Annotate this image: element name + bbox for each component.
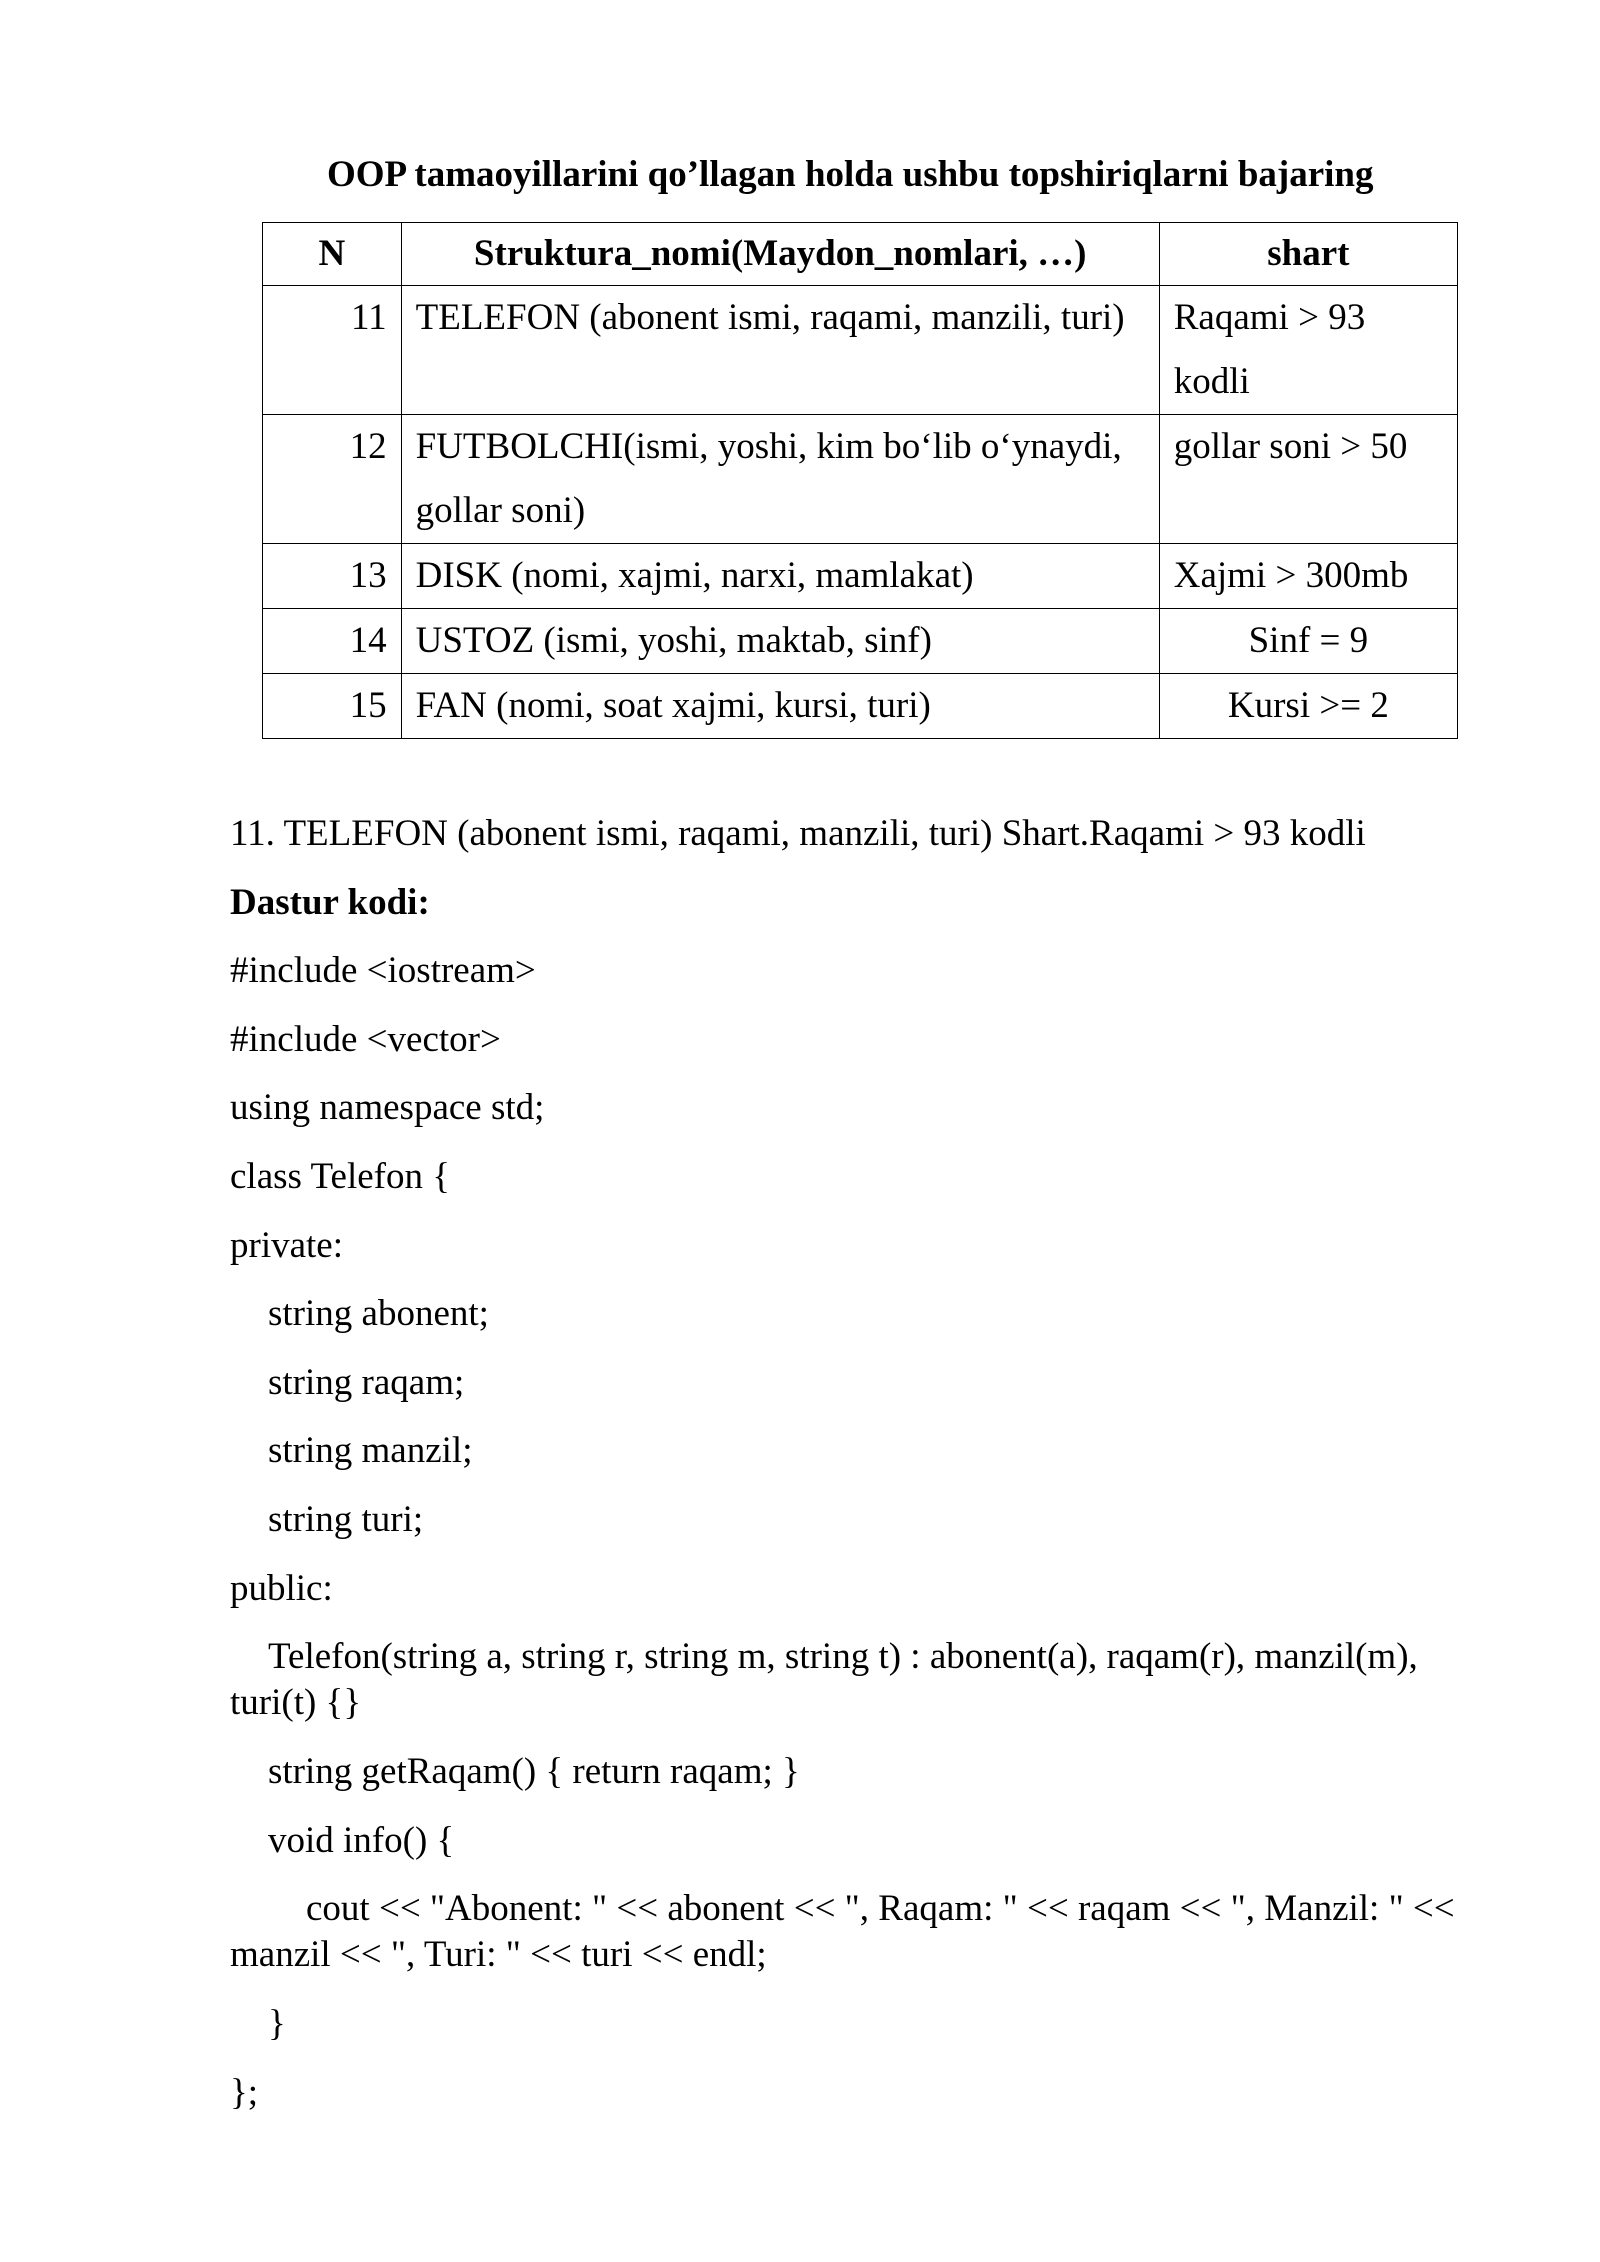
condition: Xajmi > 300mb (1159, 544, 1457, 609)
code-line: void info() { (268, 1819, 455, 1861)
table-row (263, 415, 1458, 544)
column-header-n: N (263, 223, 402, 286)
task-section (230, 800, 1490, 2128)
tasks-table (262, 222, 1458, 739)
condition: Raqami > 93 kodli (1159, 286, 1457, 415)
code-line: #include <vector> (230, 1018, 501, 1060)
code-line: using namespace std; (230, 1087, 545, 1129)
table-row (263, 544, 1458, 609)
row-number: 15 (263, 674, 402, 739)
condition: Sinf = 9 (1159, 609, 1457, 674)
code-heading: Dastur kodi: (230, 881, 430, 923)
task-heading: 11. TELEFON (abonent ismi, raqami, manzili, turi) Shart.Raqami > 93 kodli (230, 813, 1366, 854)
column-header-structure: Struktura_nomi(Maydon_nomlari, …) (401, 223, 1159, 286)
code-line: string raqam; (268, 1361, 465, 1403)
table-row (263, 674, 1458, 739)
row-number: 14 (263, 609, 402, 674)
code-line: private: (230, 1224, 344, 1266)
structure-name: TELEFON (abonent ismi, raqami, manzili, turi) (401, 286, 1159, 415)
row-number: 12 (263, 415, 402, 544)
table-row (263, 286, 1458, 415)
code-line: } (268, 2003, 286, 2045)
structure-name: FAN (nomi, soat xajmi, kursi, turi) (401, 674, 1159, 739)
page-title: OOP tamaoyillarini qo’llagan holda ushbu topshiriqlarni bajaring (327, 154, 1374, 195)
column-header-condition: shart (1159, 223, 1457, 286)
row-number: 13 (263, 544, 402, 609)
structure-name: DISK (nomi, xajmi, narxi, mamlakat) (401, 544, 1159, 609)
code-line: class Telefon { (230, 1155, 450, 1197)
code-line: #include <iostream> (230, 950, 536, 992)
code-line: string getRaqam() { return raqam; } (268, 1751, 800, 1793)
code-line: cout << "Abonent: " << abonent << ", Raqam: " << raqam << ", Manzil: " << manzil << ", Turi: " << turi << endl; (230, 1888, 1455, 1976)
structure-name: FUTBOLCHI(ismi, yoshi, kim bo‘lib o‘ynaydi, gollar soni) (401, 415, 1159, 544)
code-line: string turi; (268, 1498, 424, 1540)
table-row (263, 609, 1458, 674)
code-line: }; (230, 2071, 259, 2113)
code-line: string abonent; (268, 1293, 489, 1335)
condition: gollar soni > 50 (1159, 415, 1457, 544)
structure-name: USTOZ (ismi, yoshi, maktab, sinf) (401, 609, 1159, 674)
row-number: 11 (263, 286, 402, 415)
table-header-row (263, 223, 1458, 286)
code-line: string manzil; (268, 1430, 473, 1472)
code-line: Telefon(string a, string r, string m, string t) : abonent(a), raqam(r), manzil(m), turi(t) {} (230, 1636, 1418, 1724)
condition: Kursi >= 2 (1159, 674, 1457, 739)
code-line: public: (230, 1567, 333, 1609)
